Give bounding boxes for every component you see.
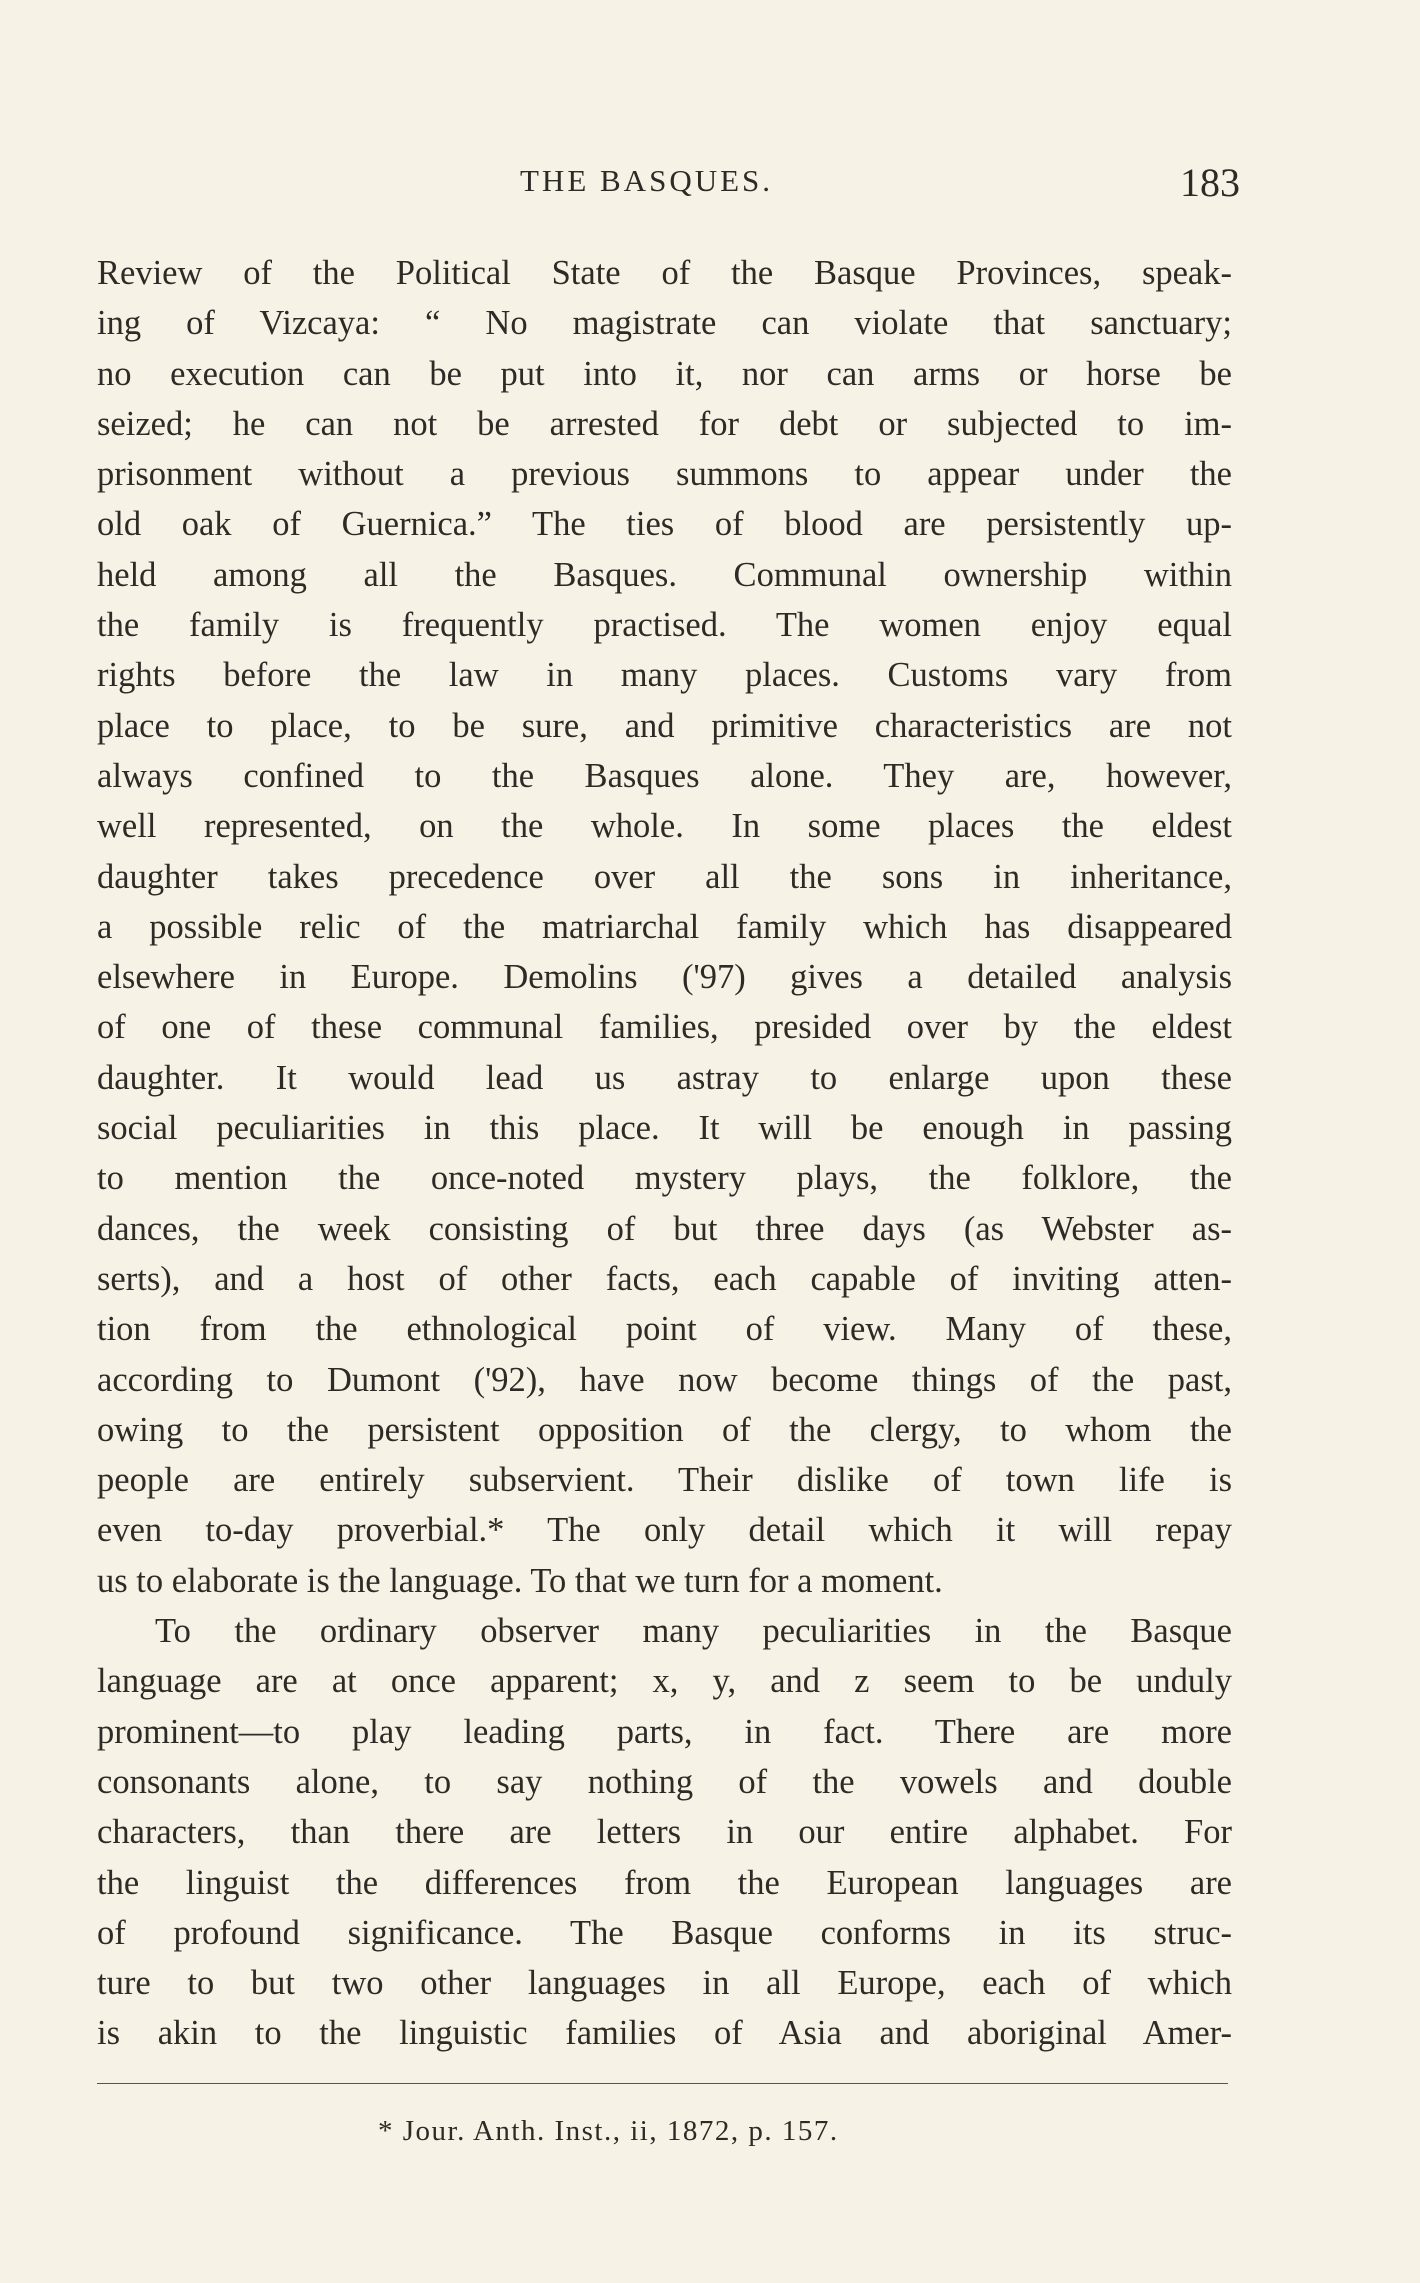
text-line: no execution can be put into it, nor can arms or horse be xyxy=(97,354,1232,393)
text-line: owing to the persistent opposition of the clergy, to whom the xyxy=(97,1410,1232,1449)
text-line: according to Dumont ('92), have now become things of the past, xyxy=(97,1360,1232,1399)
text-line: people are entirely subservient. Their dislike of town life is xyxy=(97,1461,1232,1500)
text-line: elsewhere in Europe. Demolins ('97) gives a detailed analysis xyxy=(97,958,1232,997)
text-line: daughter takes precedence over all the sons in inheritance, xyxy=(97,857,1232,896)
text-line: us to elaborate is the language. To that we turn for a moment. xyxy=(97,1561,943,1600)
footnote: * Jour. Anth. Inst., ii, 1872, p. 157. xyxy=(378,2115,839,2147)
text-line: old oak of Guernica.” The ties of blood are persistently up- xyxy=(97,505,1232,544)
footnote-divider xyxy=(97,2083,1228,2084)
body-text xyxy=(97,248,1232,2059)
text-line: to mention the once-noted mystery plays, the folklore, the xyxy=(97,1159,1232,1198)
text-line: always confined to the Basques alone. They are, however, xyxy=(97,756,1232,795)
page-number: 183 xyxy=(1180,160,1240,205)
text-line: consonants alone, to say nothing of the vowels and double xyxy=(97,1762,1232,1801)
text-line: even to-day proverbial.* The only detail which it will repay xyxy=(97,1511,1232,1550)
running-head: THE BASQUES. xyxy=(520,163,774,198)
text-line: serts), and a host of other facts, each capable of inviting atten- xyxy=(97,1259,1232,1298)
page-header xyxy=(0,155,1420,215)
text-line: of profound significance. The Basque conforms in its struc- xyxy=(97,1913,1232,1952)
text-line: language are at once apparent; x, y, and z seem to be unduly xyxy=(97,1662,1232,1701)
text-line: is akin to the linguistic families of Asia and aboriginal Amer- xyxy=(97,2014,1232,2053)
text-line: of one of these communal families, presided over by the eldest xyxy=(97,1008,1232,1047)
text-line: rights before the law in many places. Customs vary from xyxy=(97,656,1232,695)
text-line: held among all the Basques. Communal ownership within xyxy=(97,555,1232,594)
text-line: the linguist the differences from the European languages are xyxy=(97,1863,1232,1902)
text-line: social peculiarities in this place. It will be enough in passing xyxy=(97,1109,1232,1148)
paragraph-1 xyxy=(97,248,1232,1606)
text-line: place to place, to be sure, and primitive characteristics are not xyxy=(97,706,1232,745)
text-line: ing of Vizcaya: “ No magistrate can violate that sanctuary; xyxy=(97,304,1232,343)
text-line: seized; he can not be arrested for debt or subjected to im- xyxy=(97,404,1232,443)
text-line: characters, than there are letters in our entire alphabet. For xyxy=(97,1813,1232,1852)
text-line: the family is frequently practised. The women enjoy equal xyxy=(97,606,1232,645)
text-line: dances, the week consisting of but three days (as Webster as- xyxy=(97,1209,1232,1248)
text-line: daughter. It would lead us astray to enlarge upon these xyxy=(97,1058,1232,1097)
text-line: Review of the Political State of the Basque Provinces, speak- xyxy=(97,254,1232,292)
text-line: well represented, on the whole. In some places the eldest xyxy=(97,807,1232,846)
text-line: a possible relic of the matriarchal family which has disappeared xyxy=(97,907,1232,946)
text-line: prisonment without a previous summons to appear under the xyxy=(97,455,1232,494)
paragraph-2 xyxy=(97,1606,1232,2059)
text-line: prominent—to play leading parts, in fact. There are more xyxy=(97,1712,1232,1751)
text-line: To the ordinary observer many peculiarities in the Basque xyxy=(155,1612,1232,1651)
text-line: tion from the ethnological point of view. Many of these, xyxy=(97,1310,1232,1349)
text-line: ture to but two other languages in all Europe, each of which xyxy=(97,1964,1232,2003)
